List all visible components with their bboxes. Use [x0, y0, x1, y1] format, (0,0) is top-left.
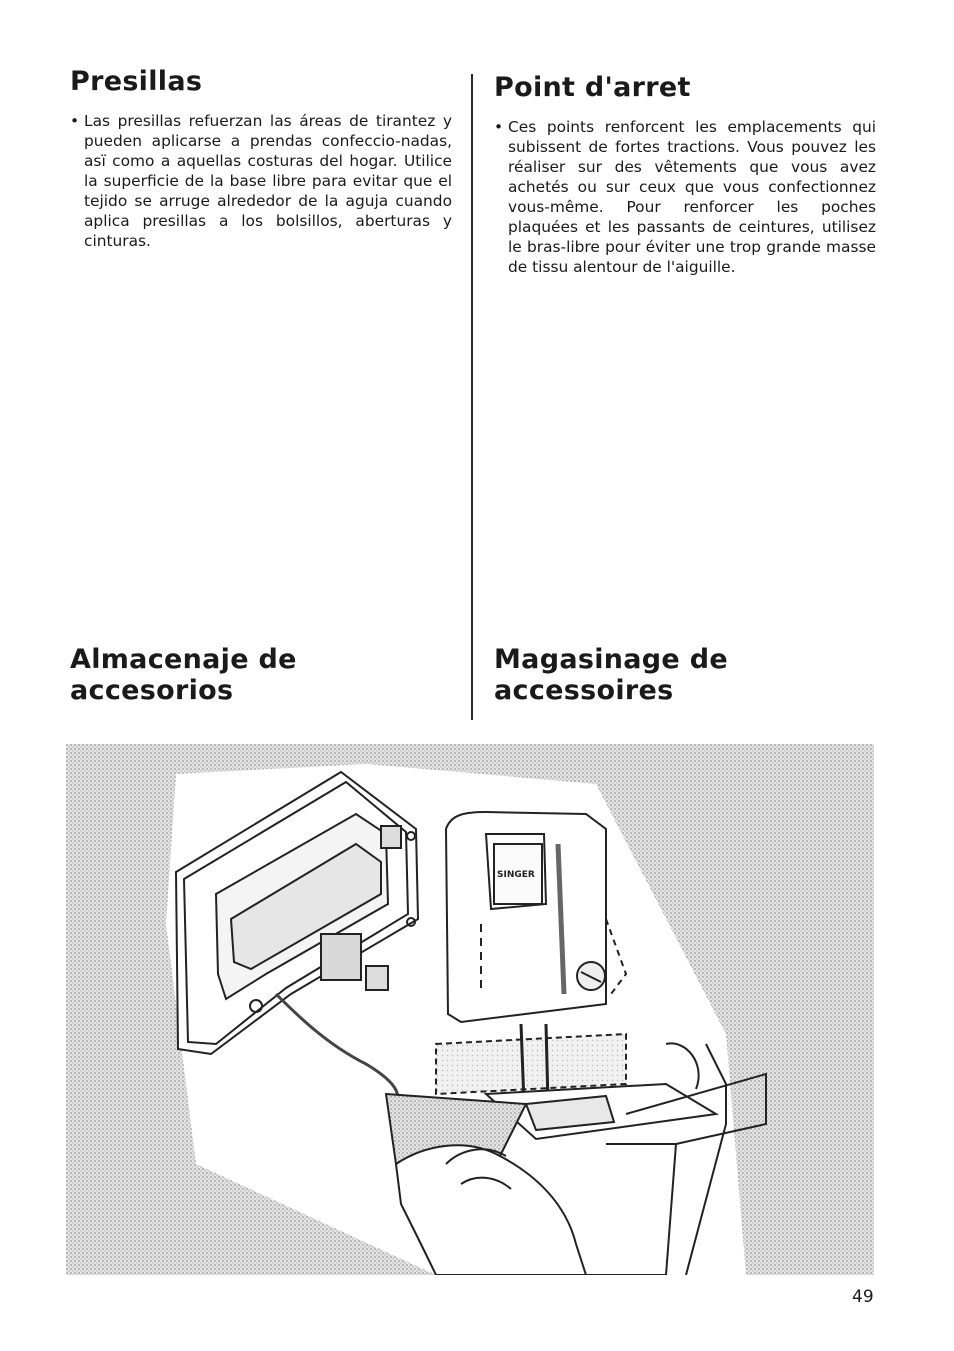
page-number: 49	[852, 1287, 874, 1307]
left-column	[70, 66, 452, 251]
heading-almacenaje-line2: accesorios	[70, 675, 234, 706]
heading-almacenaje-line1: Almacenaje de	[70, 644, 297, 675]
paragraph-point-darret-text: Ces points renforcent les emplacements qui subissent de fortes tractions. Vous pouvez les réaliser sur des vêtements que vous avez achetés ou sur ceux que vous confectionnez vous-même. Pour renforcer les poches plaquées et les passants de ceintures, utilisez le bras-libre pour éviter une trop grande masse de tissu alentour de l'aiguille.	[508, 118, 876, 276]
divider-rule	[471, 74, 473, 720]
heading-magasinage-line1: Magasinage de	[494, 644, 728, 675]
paragraph-presillas-text: Las presillas refuerzan las áreas de tirantez y pueden aplicarse a prendas confeccio-nadas, asï como a aquellas costuras del hogar. Utilice la superficie de la base libre para evitar que el tejido se arruge alrededor de la aguja cuando aplica presillas a los bolsillos, aberturas y cinturas.	[84, 112, 452, 250]
heading-magasinage-text	[494, 644, 876, 706]
brand-label: SINGER	[497, 870, 535, 880]
bullet-glyph: •	[494, 118, 504, 136]
heading-almacenaje	[70, 644, 452, 706]
paragraph-point-darret	[494, 117, 876, 277]
heading-magasinage	[494, 644, 876, 706]
heading-point-darret: Point d'arret	[494, 72, 691, 103]
paragraph-presillas	[70, 111, 452, 251]
illustration-svg	[66, 744, 874, 1275]
sewing-machine-illustration	[66, 744, 874, 1275]
bullet-glyph: •	[70, 112, 80, 130]
heading-magasinage-line2: accessoires	[494, 675, 674, 706]
right-column	[494, 72, 876, 277]
heading-presillas: Presillas	[70, 66, 203, 97]
heading-almacenaje-text	[70, 644, 452, 706]
